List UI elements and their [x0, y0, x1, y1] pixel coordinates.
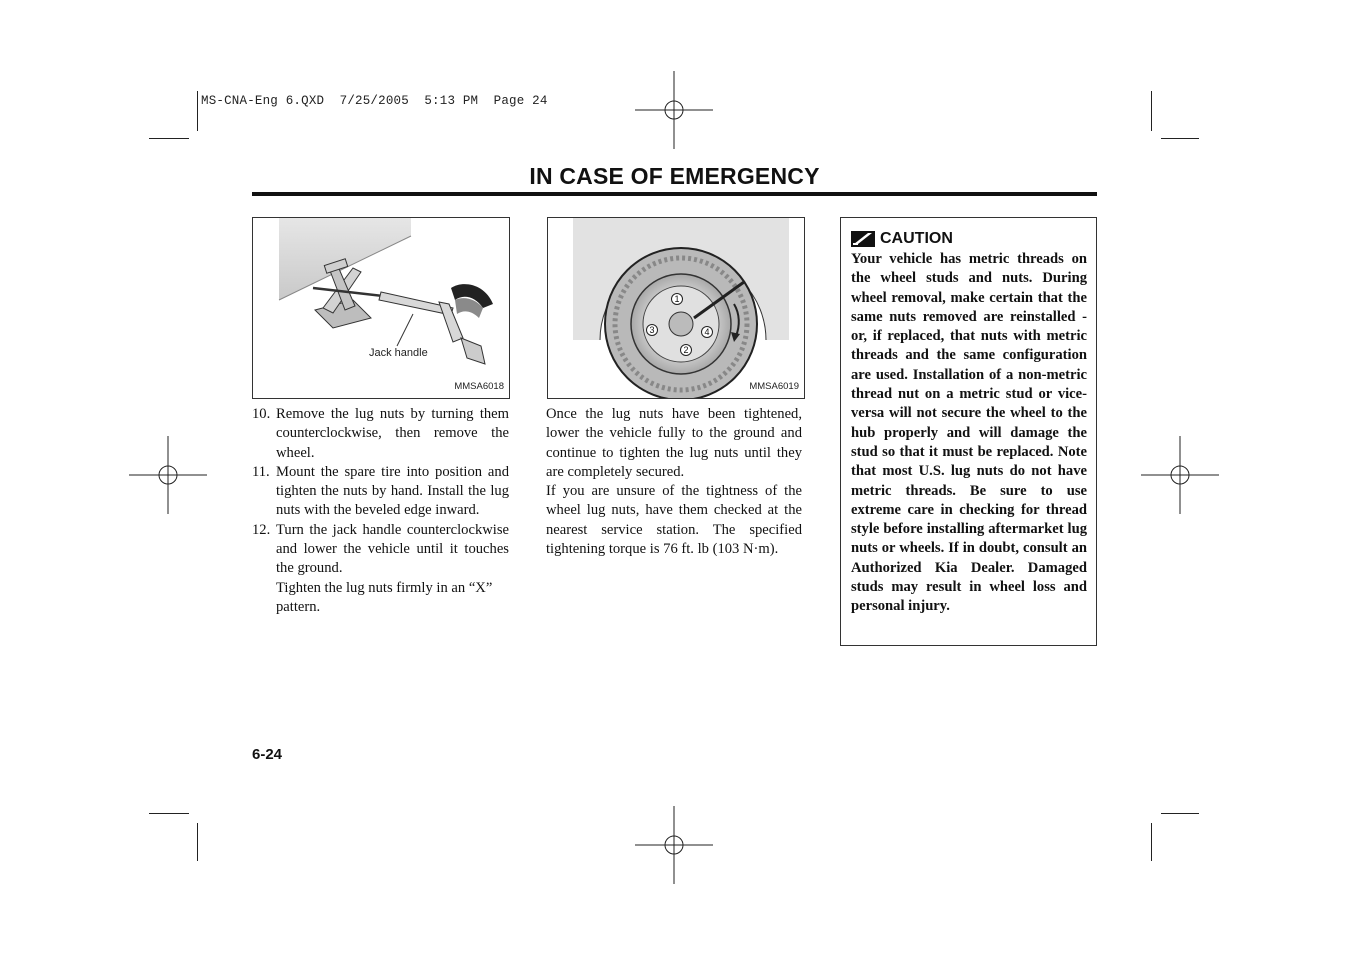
jack-handle-label: Jack handle: [369, 347, 428, 359]
crop-mark: [1151, 823, 1152, 861]
caution-text: Your vehicle has metric threads on the wheel studs and nuts. During wheel removal, make certain that the same nuts removed are reinstalled - or, if replaced, that nuts with metric threads and the same configuration are used. Installation of a non-metric thread nut on a metric stud or vice-versa will not secure the wheel to the hub properly and will damage the stud so that it must be replaced. Note that most U.S. lug nuts do not have metric threads. Be sure to use extreme care in checking for thread style before installing aftermarket lug nuts or wheels. If in doubt, consult an Authorized Kia Dealer. Damaged studs may result in wheel loss and personal injury.: [851, 251, 1087, 615]
figure-code: MMSA6018: [454, 381, 504, 392]
middle-column: [546, 405, 802, 559]
caution-icon: [851, 231, 875, 247]
caution-box: [840, 217, 1097, 646]
registration-mark-bottom: [635, 806, 713, 884]
title-rule: [252, 192, 1097, 196]
jack-illustration: [253, 218, 509, 398]
list-item: 10. Remove the lug nuts by turning them counterclockwise, then remove the wheel.: [252, 406, 509, 461]
figure-jack: [252, 217, 510, 399]
registration-mark-top: [635, 71, 713, 149]
list-item: 11. Mount the spare tire into position and tighten the nuts by hand. Install the lug nuts with the beveled edge inward.: [252, 463, 509, 519]
page-title: IN CASE OF EMERGENCY: [529, 163, 820, 189]
caution-heading: CAUTION: [851, 230, 953, 248]
paragraph: If you are unsure of the tightness of the wheel lug nuts, have them checked at the nearest service station. The specified tightening torque is 76 ft. lb (103 N·m).: [546, 483, 802, 558]
crop-mark: [197, 91, 198, 131]
steps-column: [252, 405, 509, 617]
wheel-illustration: [548, 218, 804, 398]
paragraph: Once the lug nuts have been tightened, lower the vehicle fully to the ground and continue to tighten the lug nuts until they are completely secured.: [546, 406, 802, 480]
page-number: 6-24: [252, 746, 283, 763]
crop-mark: [1151, 91, 1152, 131]
crop-mark: [149, 138, 189, 139]
crop-mark: [149, 813, 189, 814]
registration-mark-left: [129, 436, 207, 514]
crop-mark: [197, 823, 198, 861]
figure-wheel: [547, 217, 805, 399]
steps-list: [252, 405, 509, 617]
figure-code: MMSA6019: [749, 381, 799, 392]
list-item: 12. Turn the jack handle counterclockwise and lower the vehicle until it touches the ground. Tighten the lug nuts firmly in an “X” pattern.: [252, 521, 509, 617]
lug-nut-number: 2: [680, 344, 692, 356]
step-note: Tighten the lug nuts firmly in an “X” pattern.: [276, 579, 493, 615]
crop-mark: [1161, 813, 1199, 814]
crop-mark: [1161, 138, 1199, 139]
registration-mark-right: [1141, 436, 1219, 514]
lug-nut-number: 4: [701, 326, 713, 338]
lug-nut-number: 1: [671, 293, 683, 305]
print-slug: MS-CNA-Eng 6.QXD 7/25/2005 5:13 PM Page 24: [201, 94, 548, 108]
lug-nut-number: 3: [646, 324, 658, 336]
